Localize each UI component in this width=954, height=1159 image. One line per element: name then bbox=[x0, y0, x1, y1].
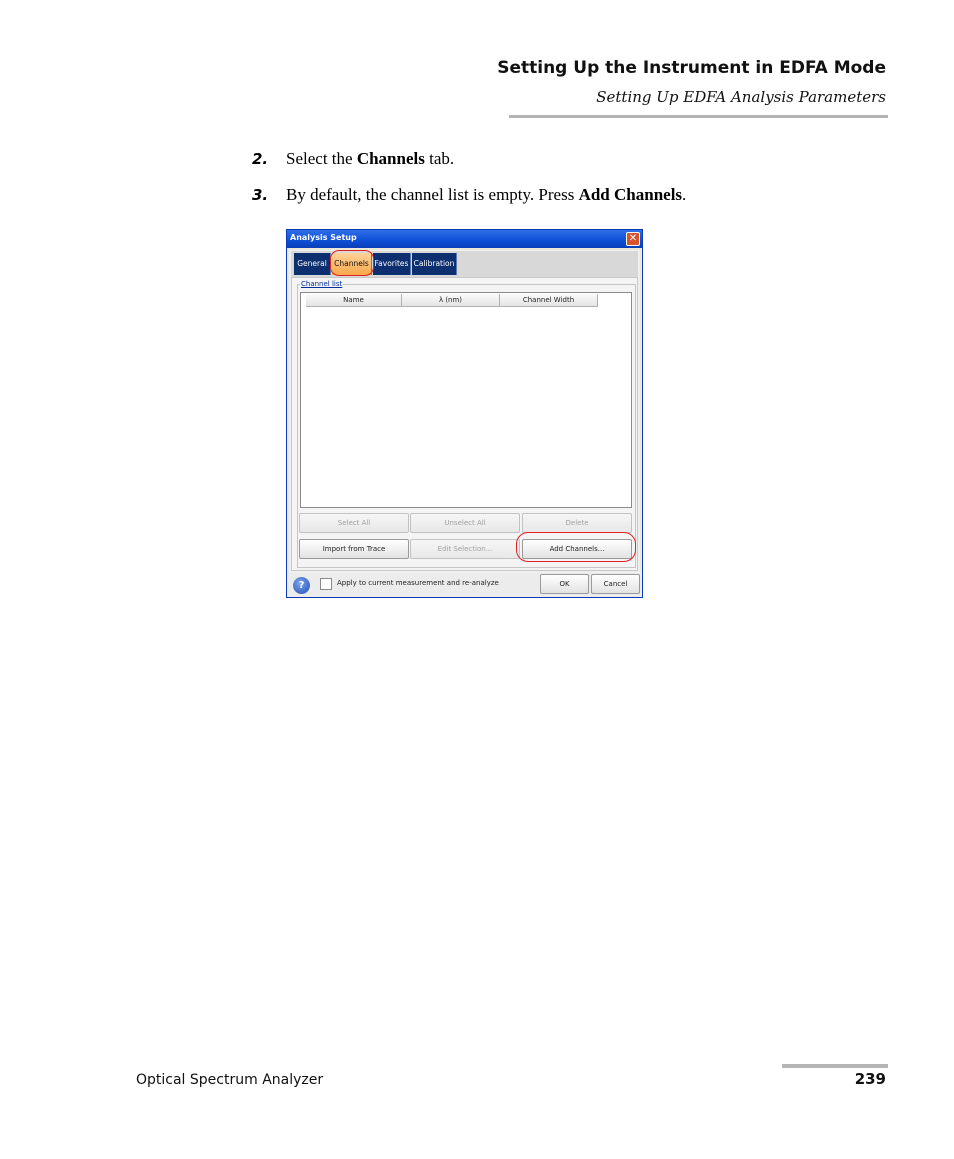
tab-general[interactable]: General bbox=[294, 253, 331, 275]
header-rule bbox=[509, 115, 888, 118]
footer-rule bbox=[782, 1064, 888, 1068]
cancel-button[interactable]: Cancel bbox=[591, 574, 640, 594]
select-all-button[interactable]: Select All bbox=[299, 513, 409, 533]
close-icon[interactable]: ✕ bbox=[626, 232, 640, 246]
step-number: 2. bbox=[252, 150, 269, 168]
step-text: Select the Channels tab. bbox=[286, 149, 455, 168]
add-channels-button[interactable]: Add Channels... bbox=[522, 539, 632, 559]
help-icon[interactable]: ? bbox=[293, 577, 310, 594]
footer-product: Optical Spectrum Analyzer bbox=[136, 1072, 324, 1088]
channel-list-label: Channel list bbox=[301, 280, 343, 288]
step-emphasis: Add Channels bbox=[578, 185, 683, 204]
highlight-ring bbox=[330, 250, 374, 276]
apply-reanalyze-checkbox[interactable] bbox=[320, 578, 332, 590]
apply-reanalyze-label: Apply to current measurement and re-analyze bbox=[337, 579, 499, 587]
analysis-setup-dialog bbox=[286, 229, 643, 598]
highlight-ring bbox=[516, 532, 636, 562]
step-number: 3. bbox=[252, 186, 269, 204]
import-from-trace-button[interactable]: Import from Trace bbox=[299, 539, 409, 559]
page-header-title: Setting Up the Instrument in EDFA Mode bbox=[497, 58, 886, 78]
tab-channels[interactable]: Channels bbox=[332, 253, 372, 275]
tab-calibration[interactable]: Calibration bbox=[412, 253, 457, 275]
step-text: By default, the channel list is empty. Press Add Channels. bbox=[286, 185, 687, 204]
tab-favorites[interactable]: Favorites bbox=[373, 253, 411, 275]
page-number: 239 bbox=[854, 1070, 886, 1088]
column-header-name[interactable]: Name bbox=[306, 294, 402, 307]
delete-button[interactable]: Delete bbox=[522, 513, 632, 533]
column-header-channel-width[interactable]: Channel Width bbox=[500, 294, 598, 307]
ok-button[interactable]: OK bbox=[540, 574, 589, 594]
channel-list[interactable] bbox=[300, 292, 632, 508]
unselect-all-button[interactable]: Unselect All bbox=[410, 513, 520, 533]
dialog-title: Analysis Setup bbox=[290, 233, 357, 242]
page-header-subtitle: Setting Up EDFA Analysis Parameters bbox=[596, 88, 886, 106]
step-emphasis: Channels bbox=[356, 149, 425, 168]
edit-selection-button[interactable]: Edit Selection... bbox=[410, 539, 520, 559]
column-header-wavelength[interactable]: λ (nm) bbox=[402, 294, 500, 307]
